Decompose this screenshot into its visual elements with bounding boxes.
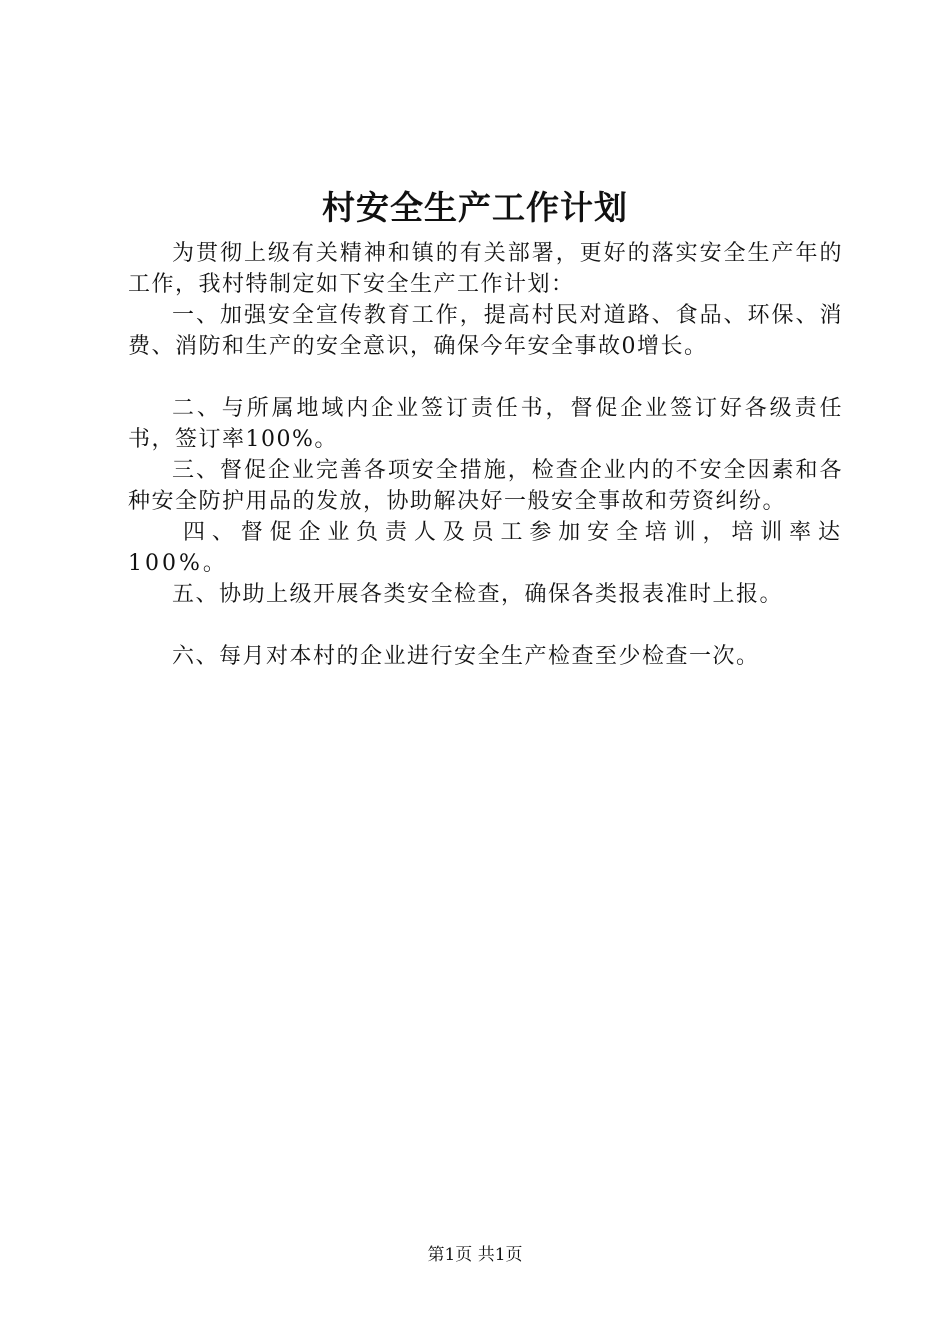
document-body — [128, 238, 843, 672]
paragraph-gap — [128, 610, 843, 641]
page-number-footer: 第1页 共1页 — [427, 1245, 523, 1265]
intro-paragraph: 为贯彻上级有关精神和镇的有关部署，更好的落实安全生产年的工作，我村特制定如下安全生产工作计划： — [128, 241, 843, 297]
item-6-paragraph: 六、每月对本村的企业进行安全生产检查至少检查一次。 — [172, 644, 760, 669]
item-2-paragraph: 二、与所属地域内企业签订责任书，督促企业签订好各级责任书，签订率100%。 — [128, 396, 843, 452]
item-1-paragraph: 一、加强安全宣传教育工作，提高村民对道路、食品、环保、消费、消防和生产的安全意识，确保今年安全事故0增长。 — [128, 303, 843, 359]
document-title: 村安全生产工作计划 — [322, 188, 628, 227]
paragraph-gap — [128, 362, 843, 393]
item-4-paragraph: 四、督促企业负责人及员工参加安全培训，培训率达100%。 — [128, 520, 843, 576]
item-3-paragraph: 三、督促企业完善各项安全措施，检查企业内的不安全因素和各种安全防护用品的发放，协助解决好一般安全事故和劳资纠纷。 — [128, 458, 843, 514]
item-5-paragraph: 五、协助上级开展各类安全检查，确保各类报表准时上报。 — [172, 582, 784, 607]
